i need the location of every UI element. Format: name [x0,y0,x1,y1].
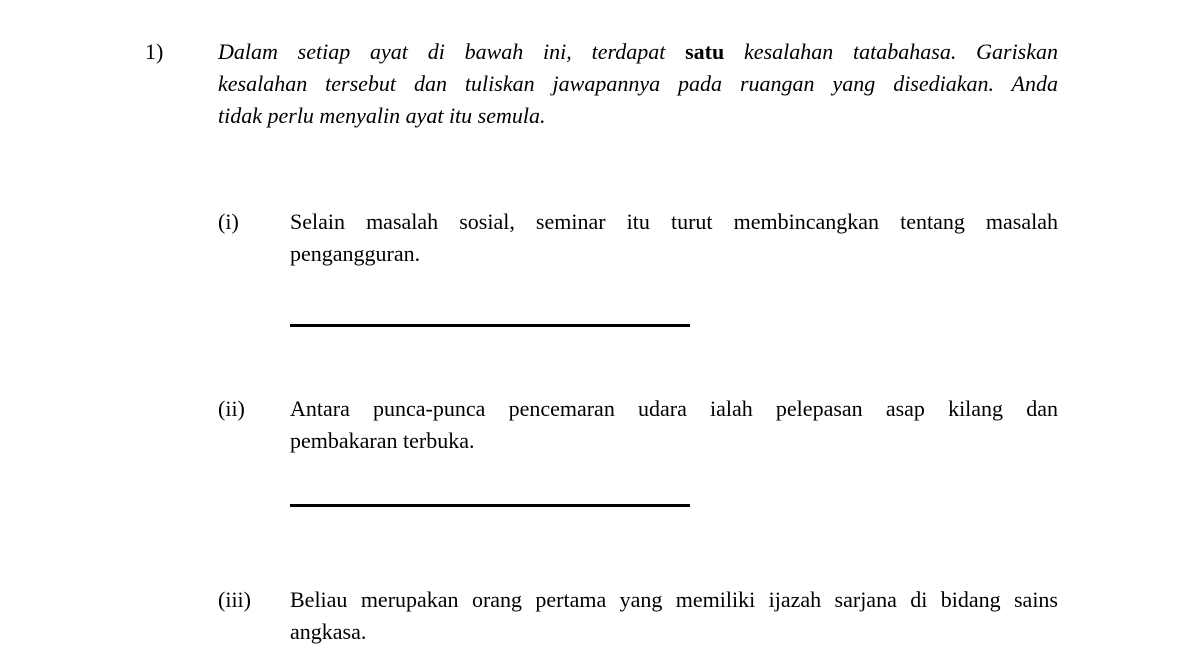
instruction-bold-word: satu [685,39,725,64]
item-label-i: (i) [218,209,239,234]
instruction-line-3: tidak perlu menyalin ayat itu semula. [218,103,546,128]
item-sentence-i [290,206,1058,270]
instruction-line-1-post: kesalahan tatabahasa. Gariskan [744,39,1059,64]
question-number: 1) [145,39,164,64]
answer-blank-line-ii [290,504,690,507]
item-ii-line-2: pembakaran terbuka. [290,428,475,453]
item-label-iii: (iii) [218,587,251,612]
item-ii-line-1: Antara punca-punca pencemaran udara ialah pelepasan asap kilang dan [290,396,1058,421]
item-i-line-2: pengangguran. [290,241,421,266]
item-sentence-iii [290,584,1058,648]
instruction-line-2: kesalahan tersebut dan tuliskan jawapannya pada ruangan yang disediakan. Anda [218,71,1058,96]
answer-blank-line-i [290,324,690,327]
item-i-line-1: Selain masalah sosial, seminar itu turut membincangkan tentang masalah [290,209,1058,234]
item-iii-line-2: angkasa. [290,619,367,644]
item-label-ii: (ii) [218,396,245,421]
question-instruction [218,36,1058,132]
instruction-line-1 [218,36,1058,68]
instruction-line-1-pre: Dalam setiap ayat di bawah ini, terdapat [218,39,666,64]
item-sentence-ii [290,393,1058,457]
item-iii-line-1: Beliau merupakan orang pertama yang memiliki ijazah sarjana di bidang sains [290,587,1058,612]
